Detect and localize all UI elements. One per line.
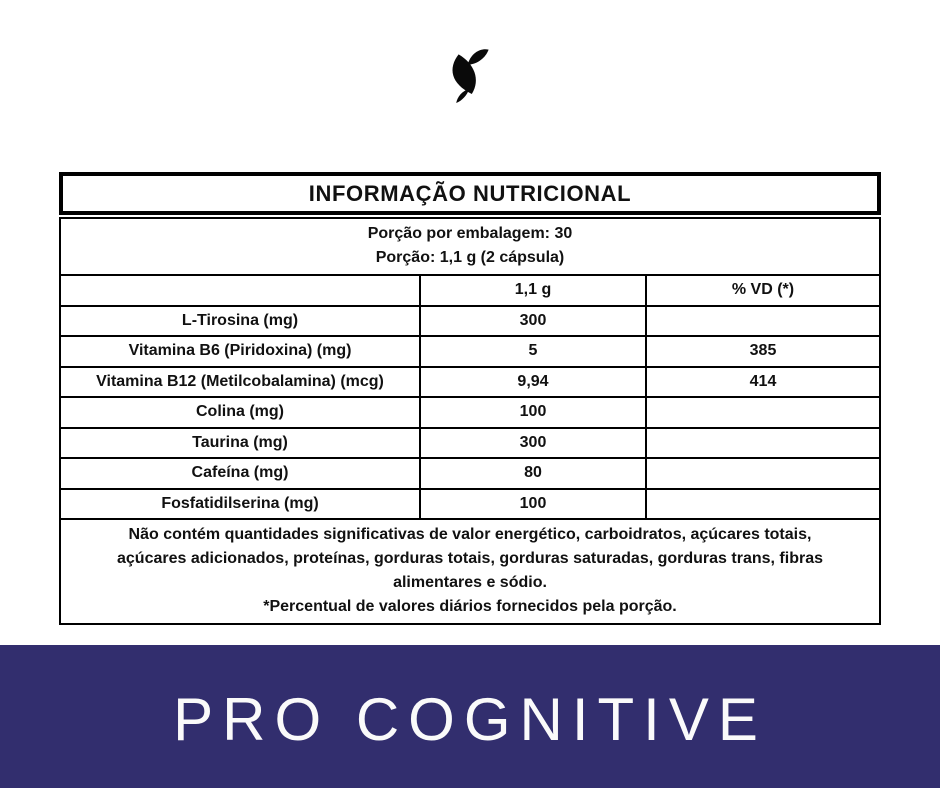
serving-size: Porção: 1,1 g (2 cápsula) — [375, 249, 565, 266]
table-row — [61, 429, 879, 460]
row-label: Taurina (mg) — [61, 429, 421, 458]
row-amount: 300 — [421, 429, 647, 458]
nutrition-table-title — [59, 172, 881, 215]
nutrition-table — [59, 172, 881, 625]
row-amount: 80 — [421, 459, 647, 488]
row-amount: 5 — [421, 337, 647, 366]
row-label: Fosfatidilserina (mg) — [61, 490, 421, 519]
table-row — [61, 337, 879, 368]
column-header-dv: % VD (*) — [731, 281, 795, 299]
row-dv: 385 — [749, 342, 777, 360]
no-significant-amounts-note: Não contém quantidades significativas de valor energético, carboidratos, açúcares totais, açúcares adicionados, proteínas, gorduras totais, gorduras saturadas, gorduras trans, fibras alimentares e sódio. — [117, 526, 823, 591]
table-header-row — [61, 276, 879, 307]
row-label: Vitamina B12 (Metilcobalamina) (mcg) — [61, 368, 421, 397]
row-amount: 100 — [421, 490, 647, 519]
table-row — [61, 398, 879, 429]
servings-per-package: Porção por embalagem: 30 — [367, 225, 573, 242]
row-amount: 100 — [421, 398, 647, 427]
row-dv: 414 — [749, 372, 777, 390]
row-amount: 9,94 — [421, 368, 647, 397]
table-row — [61, 368, 879, 399]
row-label: Cafeína (mg) — [61, 459, 421, 488]
table-row — [61, 307, 879, 338]
table-notes — [61, 520, 879, 623]
row-label: L-Tirosina (mg) — [61, 307, 421, 336]
row-dv — [647, 429, 879, 458]
table-row — [61, 459, 879, 490]
row-dv — [647, 459, 879, 488]
row-dv — [647, 307, 879, 336]
table-row — [61, 490, 879, 521]
leaf-bird-logo-icon — [440, 44, 500, 108]
title-text: INFORMAÇÃO NUTRICIONAL — [308, 180, 632, 206]
brand-name: PRO COGNITIVE — [173, 685, 767, 753]
row-label: Colina (mg) — [61, 398, 421, 427]
column-header-nutrient — [61, 276, 421, 305]
row-amount: 300 — [421, 307, 647, 336]
nutrition-table-body — [59, 217, 881, 625]
row-label: Vitamina B6 (Piridoxina) (mg) — [61, 337, 421, 366]
row-dv — [647, 398, 879, 427]
serving-info — [61, 219, 879, 276]
daily-values-footnote: *Percentual de valores diários fornecidos pela porção. — [263, 598, 677, 615]
row-dv — [647, 490, 879, 519]
logo-container — [0, 0, 940, 108]
column-header-amount: 1,1 g — [421, 276, 647, 305]
brand-band — [0, 645, 940, 788]
